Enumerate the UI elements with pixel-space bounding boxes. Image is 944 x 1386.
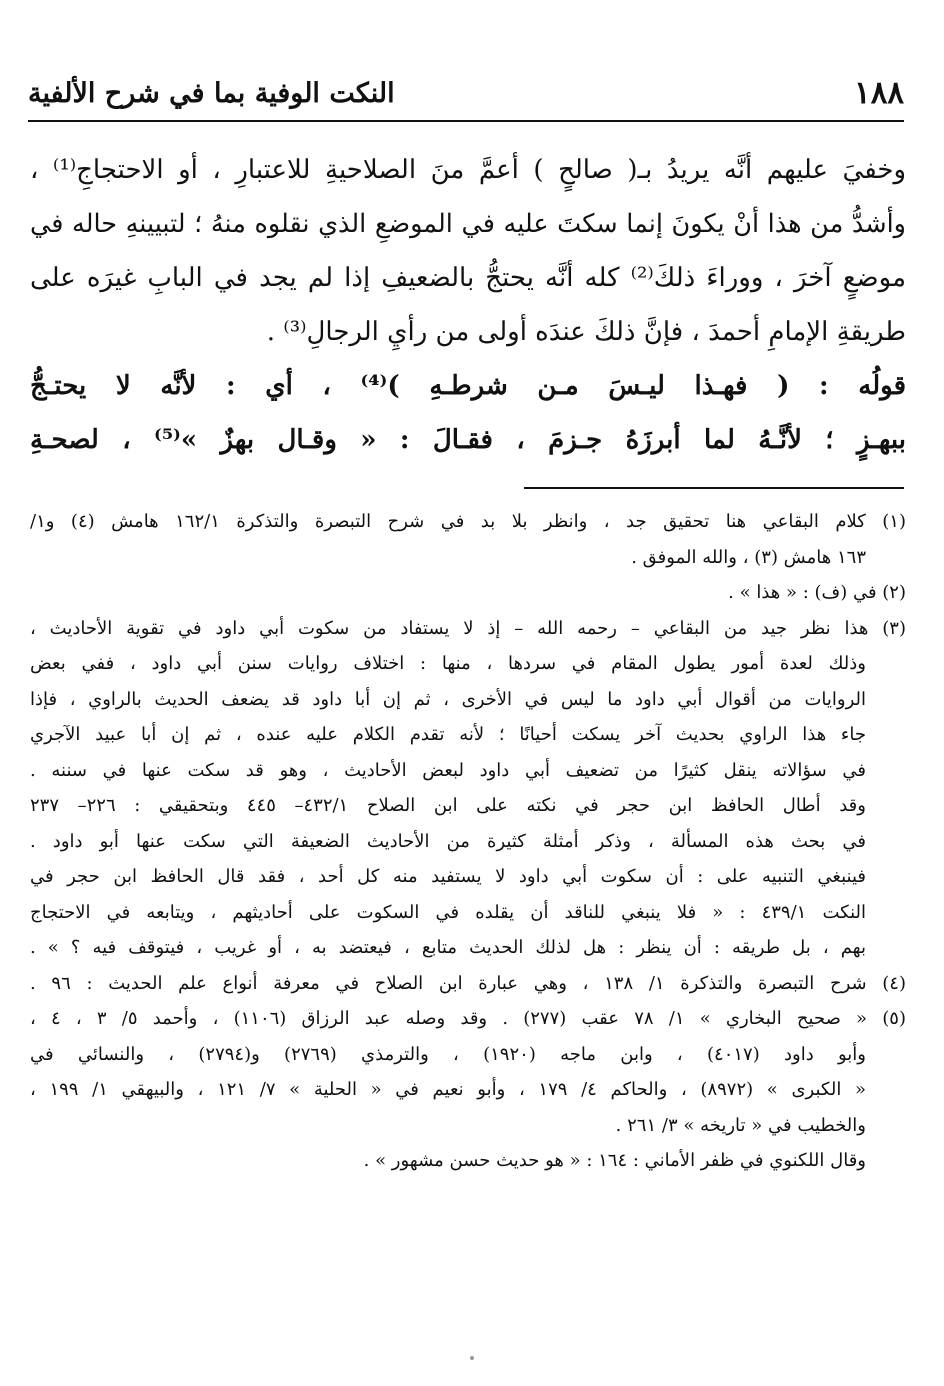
footnote-line: والخطيب في « تاريخه » ٣/ ٢٦١ . bbox=[615, 1114, 866, 1136]
body-line: ببهـزٍ ؛ لأنَّـهُ لما أبرزَهُ جـزمَ ، فقـالَ : « وقـال بهزٌ »⁽⁵⁾ ، لصحـةِ bbox=[30, 425, 906, 455]
footnote-line: في بحث هذه المسألة ، وذكر أمثلة كثيرة من الأحاديث الضعيفة التي سكت عنها أبو داود . bbox=[30, 830, 866, 852]
body-line: قولُه : ( فهـذا ليـسَ مـن شرطـهِ )⁽⁴⁾ ، أي : لأنَّه لا يحتـجُّ bbox=[30, 371, 906, 401]
body-line: وخفيَ عليهم أنَّه يريدُ بـ( صالحٍ ) أعمَّ منَ الصلاحيةِ للاعتبارِ ، أو الاحتجاجِ⁽¹⁾ ، bbox=[30, 155, 906, 185]
footnote-line: جاء هذا الراوي بحديث آخر يسكت أحيانًا ؛ لأنه تقدم الكلام عليه عنده ، ثم إن أبا عبيد الآجري bbox=[30, 724, 866, 745]
body-line: طريقةِ الإمامِ أحمدَ ، فإنَّ ذلكَ عندَه أولى من رأيِ الرجالِ⁽³⁾ . bbox=[266, 317, 906, 347]
page-speck bbox=[470, 1356, 474, 1360]
page-header bbox=[28, 66, 904, 122]
footnote-line: الروايات من أقوال أبي داود ما ليس في الأخرى ، ثم إن أبا داود قد يضعف الحديث بالراوي ، فإذا bbox=[30, 688, 866, 710]
page-number: ١٨٨ bbox=[854, 75, 904, 111]
body-line: وأشدُّ من هذا أنْ يكونَ إنما سكتَ عليه في الموضعِ الذي نقلوه منهُ ؛ لتبيينهِ حاله في bbox=[30, 209, 906, 239]
footnote-line: وقد أطال الحافظ ابن حجر في نكته على ابن الصلاح ٤٣٢/١– ٤٤٥ وبتحقيقي : ٢٢٦– ٢٣٧ bbox=[30, 795, 866, 816]
footnote-line: وأبو داود (٤٠١٧) ، وابن ماجه (١٩٢٠) ، والترمذي (٢٧٦٩) و(٢٧٩٤) ، والنسائي في bbox=[30, 1043, 866, 1065]
footnote-line: ١٦٣ هامش (٣) ، والله الموفق . bbox=[631, 546, 866, 568]
footnote-line: (٤) شرح التبصرة والتذكرة ١/ ١٣٨ ، وهي عبارة ابن الصلاح في معرفة أنواع علم الحديث : ٩٦ . bbox=[30, 972, 906, 994]
footnote-line: النكت ٤٣٩/١ : « فلا ينبغي للناقد أن يقلده في السكوت على أحاديثهم ، ويتابعه في الاحتجاج bbox=[30, 901, 866, 923]
body-line: موضعٍ آخرَ ، ووراءَ ذلكَ⁽²⁾ كله أنَّه يحتجُّ بالضعيفِ إذا لم يجد في البابِ غيرَه على bbox=[30, 263, 906, 293]
footnote-line: (١) كلام البقاعي هنا تحقيق جد ، وانظر بلا بد في شرح التبصرة والتذكرة ١٦٢/١ هامش (٤) و١/ bbox=[30, 511, 906, 532]
footnote-divider bbox=[524, 487, 904, 489]
running-title: النكت الوفية بما في شرح الألفية bbox=[28, 77, 395, 109]
footnote-line: (٥) « صحيح البخاري » ١/ ٧٨ عقب (٢٧٧) . وقد وصله عبد الرزاق (١١٠٦) ، وأحمد ٥/ ٣ ، ٤ ، bbox=[30, 1008, 906, 1029]
footnotes bbox=[30, 504, 906, 1179]
footnote-line: في سؤالاته ينقل كثيرًا من تضعيف أبي داود لبعض الأحاديث ، وهو قد سكت عنها في سننه . bbox=[30, 759, 866, 781]
footnote-line: « الكبرى » (٨٩٧٢) ، والحاكم ٤/ ١٧٩ ، وأبو نعيم في « الحلية » ٧/ ١٢١ ، والبيهقي ١/ ١٩٩ ، bbox=[30, 1079, 867, 1100]
footnote-line: وقال اللكنوي في ظفر الأماني : ١٦٤ : « هو حديث حسن مشهور » . bbox=[363, 1150, 866, 1171]
footnote-line: وذلك لعدة أمور يطول المقام في سردها ، منها : اختلاف روايات سنن أبي داود ، ففي بعض bbox=[30, 653, 866, 674]
main-text bbox=[30, 143, 906, 467]
footnote-line: (٣) هذا نظر جيد من البقاعي – رحمه الله – إذ لا يستفاد من سكوت أبي داود في تقوية الأحاديث ، bbox=[30, 617, 906, 639]
footnote-line: فينبغي التنبيه على : أن سكوت أبي داود لا يستفيد منه كل أحد ، فقد قال الحافظ ابن حجر في bbox=[30, 866, 866, 887]
footnote-line: بهم ، بل طريقه : أن ينظر : هل لذلك الحديث متابع ، فيعتضد به ، أو غريب ، فيتوقف فيه ؟ » . bbox=[30, 937, 866, 958]
footnote-line: (٢) في (ف) : « هذا » . bbox=[728, 582, 906, 603]
